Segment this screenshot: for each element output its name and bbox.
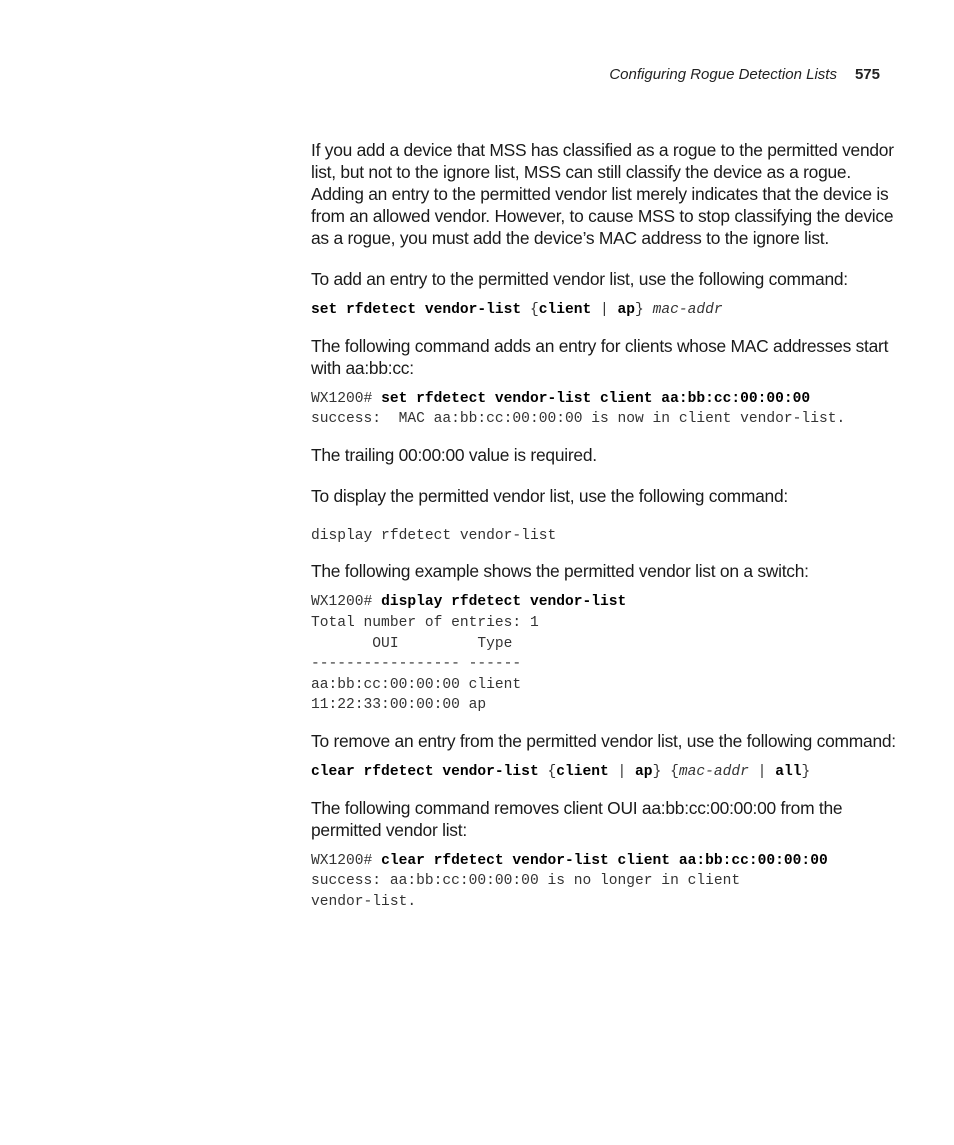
table-header: OUI Type xyxy=(311,635,513,652)
page-body xyxy=(311,139,901,912)
remove-example-paragraph: The following command removes client OUI aa:bb:cc:00:00:00 from the permitted vendor list: xyxy=(311,797,843,840)
set-vendor-list-syntax: set rfdetect vendor-list {client | ap} mac-addr xyxy=(311,302,723,318)
running-header xyxy=(609,66,880,83)
display-vendor-list-syntax: display rfdetect vendor-list xyxy=(311,527,557,544)
set-vendor-list-example xyxy=(311,389,901,430)
example-output-line: success: aa:bb:cc:00:00:00 is no longer in client xyxy=(311,873,741,890)
display-example-paragraph: The following example shows the permitted vendor list on a switch: xyxy=(311,561,809,582)
add-entry-paragraph: To add an entry to the permitted vendor list, use the following command: xyxy=(311,269,848,289)
page-number: 575 xyxy=(854,66,880,83)
table-row: 11:22:33:00:00:00 ap xyxy=(311,697,487,714)
example-command-line: WX1200# clear rfdetect vendor-list client aa:bb:cc:00:00:00 xyxy=(311,852,828,869)
table-row: aa:bb:cc:00:00:00 client xyxy=(311,676,522,693)
clear-vendor-list-syntax: clear rfdetect vendor-list {client | ap} {mac-addr | all} xyxy=(311,763,811,780)
trailing-note: The trailing 00:00:00 value is required. xyxy=(311,444,597,465)
example-command-line: WX1200# set rfdetect vendor-list client aa:bb:cc:00:00:00 xyxy=(311,390,811,407)
add-example-paragraph: The following command adds an entry for clients whose MAC addresses start with aa:bb:cc: xyxy=(311,335,889,378)
clear-vendor-list-example xyxy=(311,851,901,913)
remove-paragraph: To remove an entry from the permitted vendor list, use the following command: xyxy=(311,730,896,751)
example-command-line: WX1200# display rfdetect vendor-list xyxy=(311,594,627,611)
intro-paragraph: If you add a device that MSS has classified as a rogue to the permitted vendor list, but not to the ignore list, MSS can still classify the device as a rogue. Adding an entry to the permitted vendor list merely indicates that the device is from an allowed vendor. However, to cause MSS to stop classifying the device as a rogue, you must add the device’s MAC address to the ignore list. xyxy=(311,140,894,248)
display-paragraph: To display the permitted vendor list, use the following command: xyxy=(311,485,788,506)
example-output-line: success: MAC aa:bb:cc:00:00:00 is now in client vendor-list. xyxy=(311,411,846,428)
example-output-line: vendor-list. xyxy=(311,893,417,910)
table-separator: ----------------- ------ xyxy=(311,656,522,673)
total-entries-line: Total number of entries: 1 xyxy=(311,614,539,631)
display-vendor-list-example xyxy=(311,592,901,716)
section-title: Configuring Rogue Detection Lists xyxy=(609,66,837,83)
